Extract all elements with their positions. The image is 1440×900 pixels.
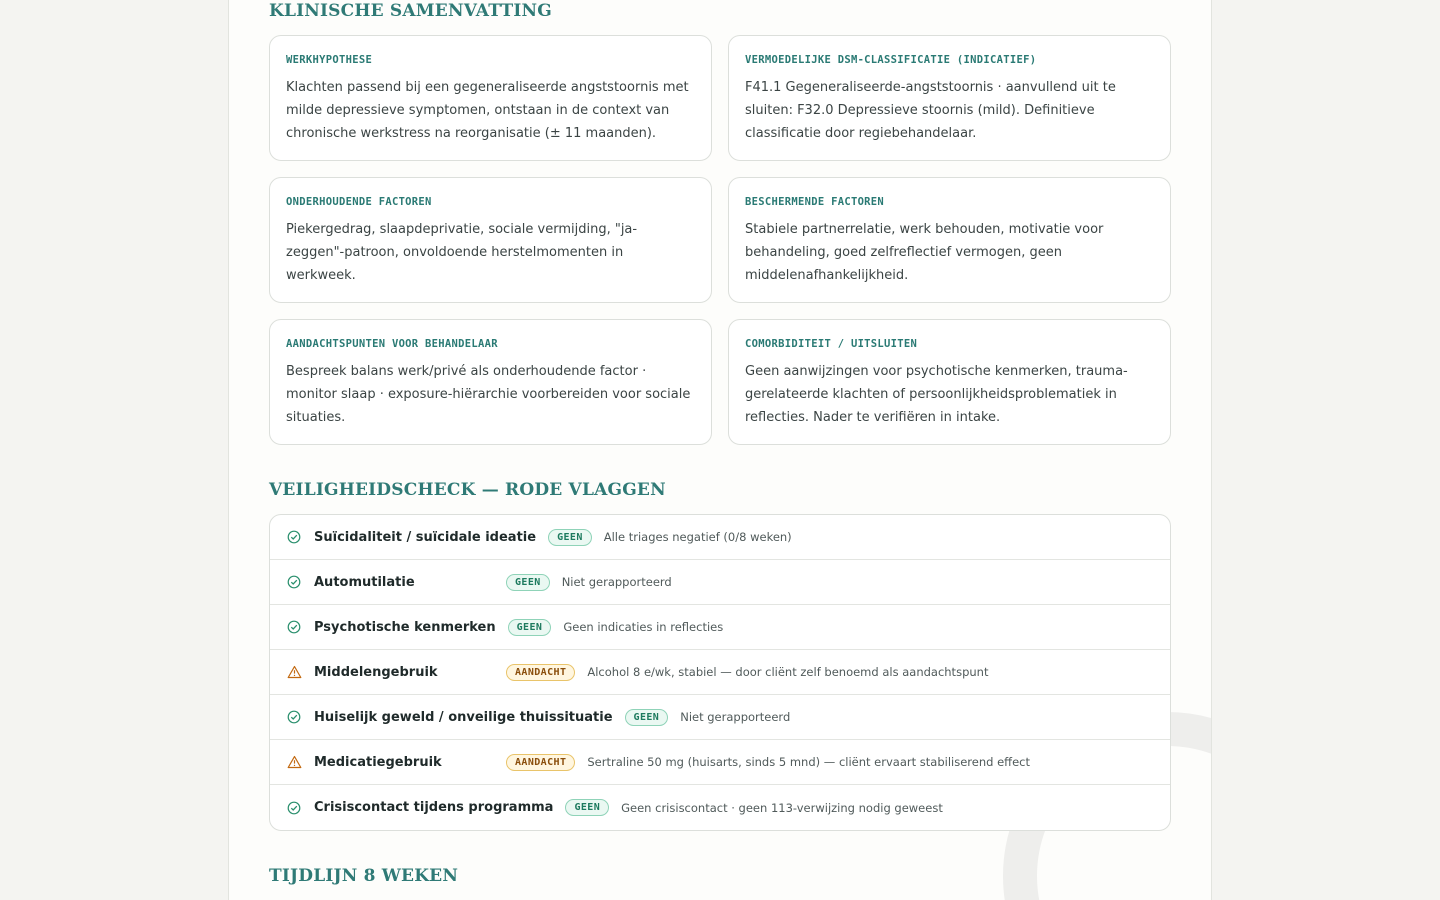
card-text: Stabiele partnerrelatie, werk behouden, motivatie voor behandeling, goed zelfreflectief vermogen, geen middelenafhankelijkheid.	[745, 222, 1104, 283]
red-flags-list	[269, 514, 1171, 831]
status-badge: GEEN	[506, 574, 550, 591]
warning-triangle-icon	[286, 754, 302, 770]
list-item	[270, 695, 1170, 740]
flag-label: Psychotische kenmerken	[314, 619, 496, 635]
document-page	[228, 0, 1212, 900]
warning-triangle-icon	[286, 664, 302, 680]
list-item	[270, 560, 1170, 605]
card-text: Geen aanwijzingen voor psychotische kenmerken, trauma-gerelateerde klachten of persoonlijkheidsproblematiek in reflecties. Nader te verifiëren in intake.	[745, 364, 1128, 425]
flag-label: Automutilatie	[314, 574, 415, 590]
flag-label: Medicatiegebruik	[314, 754, 442, 770]
status-badge: GEEN	[625, 709, 669, 726]
card-text: Klachten passend bij een gegeneraliseerde angststoornis met milde depressieve symptomen, ontstaan in de context van chronische werkstress na reorganisatie (± 11 maanden).	[286, 80, 689, 141]
summary-card-aandachtspunten	[269, 319, 712, 445]
list-item	[270, 740, 1170, 785]
flag-label: Huiselijk geweld / onveilige thuissituatie	[314, 709, 613, 725]
summary-card-onderhoudend	[269, 177, 712, 303]
check-circle-icon	[286, 529, 302, 545]
card-title: ONDERHOUDENDE FACTOREN	[286, 196, 432, 208]
card-text: Bespreek balans werk/privé als onderhoudende factor · monitor slaap · exposure-hiërarchie voorbereiden voor sociale situaties.	[286, 364, 691, 425]
flag-note: Geen crisiscontact · geen 113-verwijzing nodig geweest	[621, 800, 943, 815]
check-circle-icon	[286, 709, 302, 725]
check-circle-icon	[286, 574, 302, 590]
section-heading-safety: VEILIGHEIDSCHECK — RODE VLAGGEN	[269, 480, 666, 500]
status-badge: AANDACHT	[506, 664, 575, 681]
flag-note: Geen indicaties in reflecties	[563, 620, 724, 634]
flag-note: Sertraline 50 mg (huisarts, sinds 5 mnd) — cliënt ervaart stabiliserend effect	[587, 755, 1030, 769]
flag-note: Alcohol 8 e/wk, stabiel — door cliënt zelf benoemd als aandachtspunt	[587, 665, 989, 679]
summary-cards	[269, 35, 1171, 445]
check-circle-icon	[286, 619, 302, 635]
section-heading-summary: KLINISCHE SAMENVATTING	[269, 1, 552, 21]
flag-label: Crisiscontact tijdens programma	[314, 800, 554, 815]
flag-note: Niet gerapporteerd	[561, 575, 672, 589]
card-title: AANDACHTSPUNTEN VOOR BEHANDELAAR	[286, 338, 498, 350]
check-circle-icon	[286, 800, 302, 816]
status-badge: GEEN	[565, 799, 609, 816]
flag-note: Niet gerapporteerd	[680, 710, 791, 724]
flag-note: Alle triages negatief (0/8 weken)	[603, 530, 792, 544]
card-title: WERKHYPOTHESE	[286, 54, 373, 66]
card-text: F41.1 Gegeneraliseerde-angststoornis · aanvullend uit te sluiten: F32.0 Depressieve stoornis (mild). Definitieve classificatie door regiebehandelaar.	[745, 80, 1116, 141]
status-badge: AANDACHT	[506, 754, 575, 771]
section-heading-timeline: TIJDLIJN 8 WEKEN	[269, 866, 459, 886]
summary-card-beschermend	[728, 177, 1171, 303]
summary-card-comorbiditeit	[728, 319, 1171, 445]
card-text: Piekergedrag, slaapdeprivatie, sociale vermijding, "ja-zeggen"-patroon, onvoldoende herstelmomenten in werkweek.	[286, 222, 638, 283]
card-title: BESCHERMENDE FACTOREN	[745, 196, 885, 208]
summary-card-dsm	[728, 35, 1171, 161]
list-item	[270, 605, 1170, 650]
summary-card-werkhypothese	[269, 35, 712, 161]
status-badge: GEEN	[548, 529, 592, 546]
card-title: COMORBIDITEIT / UITSLUITEN	[745, 338, 918, 350]
list-item	[270, 650, 1170, 695]
flag-label: Suïcidaliteit / suïcidale ideatie	[314, 529, 537, 545]
flag-label: Middelengebruik	[314, 664, 438, 680]
list-item	[270, 515, 1170, 560]
card-title: VERMOEDELIJKE DSM-CLASSIFICATIE (INDICATIEF)	[745, 54, 1037, 66]
status-badge: GEEN	[508, 619, 552, 636]
list-item	[270, 785, 1170, 830]
